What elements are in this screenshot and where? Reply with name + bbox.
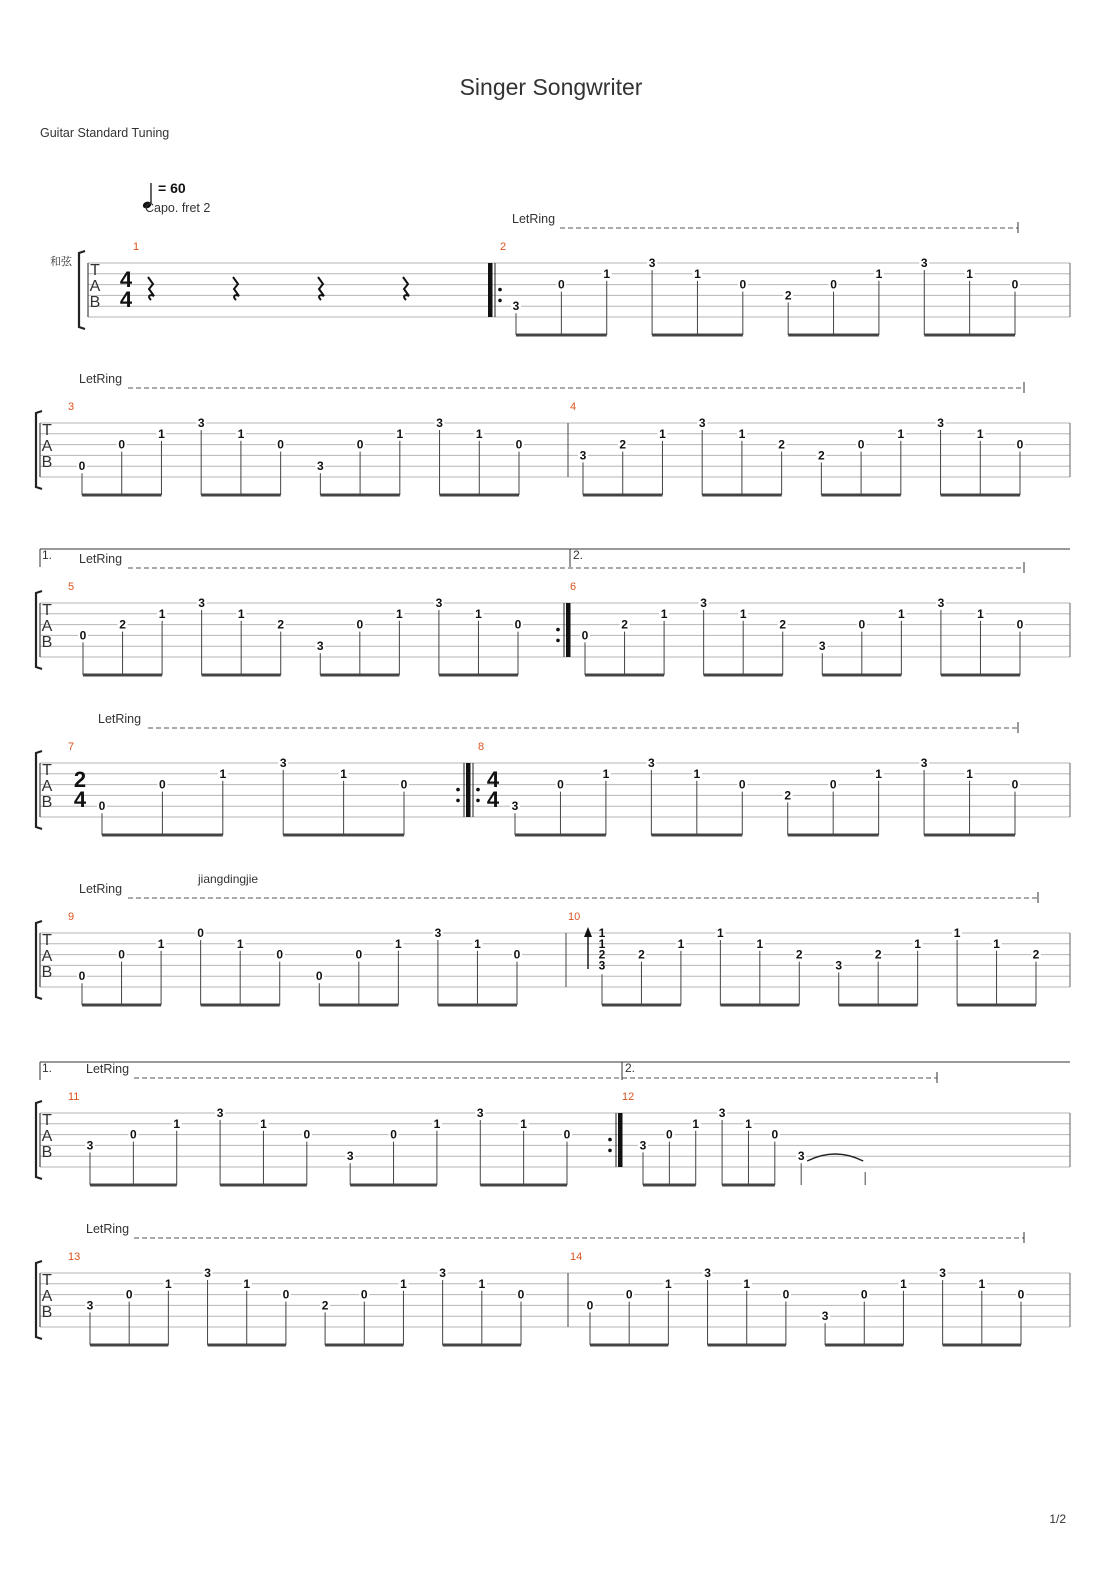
fret-number: 1	[173, 1116, 181, 1131]
fret-number: 1	[237, 606, 245, 621]
quarter-rest-icon	[233, 277, 239, 300]
measure	[478, 741, 1020, 835]
fret-number: 3	[436, 416, 443, 430]
fret-number: 3	[920, 756, 928, 770]
fret-number: 1	[966, 266, 973, 281]
fret-number: 1	[660, 606, 668, 621]
fret-number: 1	[977, 606, 984, 621]
fret-number: 0	[125, 1287, 133, 1302]
fret-number: 1	[677, 936, 685, 951]
fret-number: 3	[818, 639, 826, 654]
fret-number: 3	[718, 1106, 726, 1120]
fret-number: 3	[279, 756, 287, 770]
fret-number: 1	[693, 766, 701, 781]
tie-arc	[807, 1154, 863, 1161]
fret-number: 0	[277, 437, 284, 452]
fret-number: 3	[698, 416, 706, 430]
fret-number: 3	[937, 416, 944, 430]
fret-number: 0	[739, 277, 747, 292]
fret-number: 2	[784, 288, 792, 303]
fret-number: 1	[692, 1116, 700, 1131]
tab-clef-letter: A	[41, 1128, 53, 1145]
time-signature-bottom: 4	[119, 287, 133, 312]
fret-number: 1	[340, 766, 347, 781]
tab-clef-letter: T	[42, 932, 52, 949]
fret-number: 0	[130, 1127, 137, 1142]
fret-number: 1	[474, 936, 481, 951]
fret-number: 1	[243, 1276, 251, 1291]
fret-number: 0	[1017, 1287, 1025, 1302]
measure-number: 4	[570, 401, 577, 413]
annotation-text: jiangdingjie	[198, 872, 259, 886]
measure	[570, 401, 1025, 495]
tab-clef-letter: B	[89, 294, 101, 311]
volta-1-label: 1.	[42, 548, 53, 562]
repeat-dot	[556, 639, 560, 643]
system-bracket	[79, 251, 85, 329]
fret-number: 1	[602, 766, 610, 781]
capo-label: Capo. fret 2	[145, 201, 211, 215]
fret-number: 1	[900, 1276, 907, 1291]
let-ring-label: LetRing	[512, 212, 556, 226]
time-signature-top: 2	[73, 767, 87, 792]
fret-number: 0	[830, 277, 837, 292]
fret-number: 1	[475, 426, 483, 441]
fret-number: 0	[78, 459, 86, 474]
fret-number: 3	[512, 299, 520, 314]
fret-number: 3	[317, 459, 324, 474]
fret-number: 2	[119, 617, 126, 632]
measure	[570, 581, 1025, 675]
fret-number: 0	[197, 926, 204, 940]
staff-system	[36, 712, 1070, 835]
fret-number: 0	[782, 1287, 790, 1302]
fret-number: 0	[738, 777, 746, 792]
fret-number: 3	[204, 1266, 211, 1280]
chord-fret-number: 2	[598, 947, 606, 962]
tab-clef-letter: A	[89, 278, 101, 295]
fret-number: 3	[939, 1266, 946, 1280]
fret-number: 1	[433, 1116, 441, 1131]
time-signature-top: 4	[486, 767, 500, 792]
fret-number: 0	[118, 947, 125, 962]
fret-number: 1	[395, 936, 402, 951]
fret-number: 3	[216, 1106, 224, 1120]
let-ring-label: LetRing	[98, 712, 142, 726]
measure	[68, 581, 523, 675]
chord-fret-number: 1	[598, 936, 606, 951]
measure	[622, 1091, 865, 1185]
measure-number: 7	[68, 741, 75, 753]
fret-number: 3	[86, 1298, 94, 1313]
fret-number: 1	[717, 926, 724, 940]
fret-number: 3	[86, 1138, 94, 1153]
staff-system	[36, 1061, 1070, 1185]
measure-number: 2	[500, 241, 507, 253]
measure-number: 6	[570, 581, 577, 593]
fret-number: 2	[795, 947, 803, 962]
fret-number: 1	[743, 1276, 751, 1291]
tuning-label: Guitar Standard Tuning	[40, 126, 170, 140]
fret-number: 1	[756, 936, 764, 951]
staff-system	[36, 548, 1070, 675]
fret-number: 0	[558, 277, 565, 292]
fret-number: 3	[198, 596, 205, 610]
measure-number: 3	[68, 401, 75, 413]
repeat-dot	[498, 299, 502, 303]
fret-number: 3	[704, 1266, 711, 1280]
repeat-dot	[498, 288, 502, 292]
fret-number: 0	[78, 969, 86, 984]
repeat-dot	[476, 788, 480, 792]
fret-number: 1	[875, 766, 882, 781]
tab-clef-letter: A	[41, 778, 53, 795]
fret-number: 1	[396, 426, 404, 441]
let-ring-label: LetRing	[86, 1062, 130, 1076]
fret-number: 0	[858, 617, 866, 632]
time-signature-top: 4	[119, 267, 133, 292]
staff-system	[36, 1222, 1070, 1345]
fret-number: 1	[219, 766, 227, 781]
fret-number: 1	[396, 606, 403, 621]
fret-number: 3	[700, 596, 707, 610]
song-title: Singer Songwriter	[459, 74, 643, 100]
fret-number: 3	[476, 1106, 484, 1120]
measure	[120, 241, 409, 312]
fret-number: 3	[434, 926, 442, 940]
systems	[36, 212, 1070, 1345]
tab-clef-letter: B	[41, 1144, 53, 1161]
fret-number: 0	[159, 777, 166, 792]
measure-number: 12	[622, 1091, 635, 1103]
fret-number: 3	[316, 639, 324, 654]
repeat-dot	[556, 628, 560, 632]
measure	[568, 911, 1041, 1005]
staff-system	[36, 372, 1070, 495]
measure	[500, 241, 1020, 335]
measure	[68, 1091, 572, 1185]
fret-number: 1	[475, 606, 482, 621]
fret-number: 1	[520, 1116, 527, 1131]
fret-number: 1	[478, 1276, 486, 1291]
tab-clef-letter: B	[41, 454, 53, 471]
fret-number: 0	[98, 799, 106, 814]
arpeggio-arrow-icon	[584, 927, 592, 937]
fret-number: 2	[784, 788, 792, 803]
measure	[68, 911, 522, 1005]
fret-number: 1	[659, 426, 666, 441]
staff-system	[79, 212, 1070, 335]
repeat-thick-bar	[488, 263, 493, 317]
tab-clef-letter: A	[41, 618, 53, 635]
fret-number: 3	[579, 448, 587, 463]
fret-number: 0	[666, 1127, 673, 1142]
fret-number: 1	[897, 426, 905, 441]
repeat-dot	[608, 1138, 612, 1142]
fret-number: 0	[356, 437, 364, 452]
tab-clef-letter: T	[42, 762, 52, 779]
fret-number: 1	[665, 1276, 672, 1291]
fret-number: 0	[829, 777, 837, 792]
fret-number: 1	[976, 426, 984, 441]
fret-number: 2	[779, 617, 787, 632]
quarter-rest-icon	[148, 277, 154, 300]
measure-number: 14	[570, 1251, 583, 1263]
measure-number: 1	[133, 241, 140, 253]
tab-clef-letter: A	[41, 438, 53, 455]
tempo-value: = 60	[158, 180, 186, 196]
fret-number: 1	[157, 936, 165, 951]
fret-number: 0	[400, 777, 408, 792]
tab-clef-letter: T	[42, 602, 52, 619]
fret-number: 3	[639, 1138, 647, 1153]
repeat-dot	[456, 788, 460, 792]
fret-number: 0	[563, 1127, 571, 1142]
fret-number: 0	[1011, 277, 1019, 292]
fret-number: 1	[400, 1276, 407, 1291]
fret-number: 2	[638, 947, 645, 962]
fret-number: 0	[515, 437, 523, 452]
page-number: 1/2	[1049, 1512, 1066, 1526]
fret-number: 0	[303, 1127, 311, 1142]
fret-number: 2	[277, 617, 285, 632]
fret-number: 1	[738, 426, 746, 441]
tab-clef-letter: T	[42, 1112, 52, 1129]
fret-number: 0	[360, 1287, 368, 1302]
tab-clef-letter: B	[41, 1304, 53, 1321]
volta-1-label: 1.	[42, 1061, 53, 1075]
tab-clef-letter: B	[41, 794, 53, 811]
fret-number: 3	[920, 256, 928, 270]
quarter-rest-icon	[403, 277, 409, 300]
fret-number: 0	[315, 969, 323, 984]
tab-clef-letter: A	[41, 1288, 53, 1305]
let-ring-label: LetRing	[79, 882, 123, 896]
measure-number: 9	[68, 911, 75, 923]
fret-number: 1	[914, 936, 921, 951]
measure-number: 5	[68, 581, 75, 593]
fret-number: 0	[356, 617, 364, 632]
fret-number: 0	[625, 1287, 633, 1302]
fret-number: 0	[1016, 437, 1024, 452]
let-ring-label: LetRing	[79, 372, 123, 386]
measure	[68, 401, 524, 495]
fret-number: 3	[648, 256, 656, 270]
repeat-dot	[608, 1149, 612, 1153]
tab-clef-letter: T	[90, 262, 100, 279]
fret-number: 0	[517, 1287, 525, 1302]
fret-number: 1	[739, 606, 747, 621]
measure-number: 11	[68, 1091, 80, 1103]
repeat-thick-bar	[618, 1113, 623, 1167]
fret-number: 3	[439, 1266, 446, 1280]
fret-number: 1	[260, 1116, 267, 1131]
fret-number: 0	[282, 1287, 290, 1302]
time-signature-bottom: 4	[486, 787, 500, 812]
fret-number: 1	[978, 1276, 986, 1291]
fret-number: 1	[875, 266, 883, 281]
fret-number: 0	[1016, 617, 1024, 632]
let-ring-label: LetRing	[86, 1222, 130, 1236]
tab-clef-letter: T	[42, 422, 52, 439]
fret-number: 2	[874, 947, 882, 962]
fret-number: 1	[966, 766, 973, 781]
fret-number: 2	[818, 448, 825, 463]
staff-system	[36, 872, 1070, 1005]
measure-number: 13	[68, 1251, 81, 1263]
fret-number: 3	[937, 596, 945, 610]
fret-number: 2	[621, 617, 628, 632]
instrument-label: 和弦	[50, 256, 72, 268]
tab-clef-letter: B	[41, 634, 53, 651]
fret-number: 0	[581, 628, 589, 643]
let-ring-label: LetRing	[79, 552, 123, 566]
fret-number: 0	[860, 1287, 868, 1302]
fret-number: 1	[898, 606, 905, 621]
repeat-dot	[476, 799, 480, 803]
fret-number: 3	[346, 1149, 354, 1164]
fret-number: 1	[993, 936, 1000, 951]
fret-number: 0	[1011, 777, 1019, 792]
fret-number: 1	[165, 1276, 172, 1291]
repeat-thick-bar	[466, 763, 471, 817]
measure-number: 8	[478, 741, 485, 753]
fret-number: 1	[694, 266, 701, 281]
tab-clef-letter: A	[41, 948, 53, 965]
fret-number: 0	[586, 1298, 594, 1313]
fret-number: 1	[158, 606, 166, 621]
measure	[570, 1251, 1026, 1345]
fret-number: 2	[619, 437, 627, 452]
fret-number: 0	[355, 947, 363, 962]
fret-number: 0	[276, 947, 284, 962]
fret-number: 3	[648, 756, 655, 770]
fret-number: 1	[236, 936, 244, 951]
fret-number: 1	[953, 926, 961, 940]
tab-clef-letter: B	[41, 964, 53, 981]
fret-number: 3	[797, 1149, 805, 1164]
chord-fret-number: 3	[598, 958, 606, 973]
fret-number: 1	[237, 426, 245, 441]
repeat-dot	[456, 799, 460, 803]
time-signature-bottom: 4	[73, 787, 87, 812]
fret-number: 0	[514, 617, 522, 632]
fret-number: 3	[835, 958, 843, 973]
fret-number: 3	[435, 596, 443, 610]
fret-number: 1	[158, 426, 165, 441]
fret-number: 2	[1032, 947, 1040, 962]
fret-number: 2	[778, 437, 785, 452]
measure	[68, 1251, 526, 1345]
volta-2-label: 2.	[573, 548, 584, 562]
measure-number: 10	[568, 911, 581, 923]
repeat-thick-bar	[566, 603, 571, 657]
fret-number: 1	[603, 266, 611, 281]
fret-number: 3	[511, 799, 519, 814]
fret-number: 0	[79, 628, 87, 643]
measure	[68, 741, 409, 835]
fret-number: 3	[197, 416, 205, 430]
fret-number: 0	[390, 1127, 397, 1142]
quarter-rest-icon	[318, 277, 324, 300]
fret-number: 0	[857, 437, 865, 452]
fret-number: 2	[321, 1298, 329, 1313]
fret-number: 1	[745, 1116, 752, 1131]
tab-clef-letter: T	[42, 1272, 52, 1289]
fret-number: 0	[118, 437, 126, 452]
fret-number: 3	[821, 1309, 829, 1324]
fret-number: 0	[513, 947, 521, 962]
fret-number: 0	[557, 777, 564, 792]
chord-fret-number: 1	[598, 926, 606, 940]
fret-number: 0	[771, 1127, 779, 1142]
volta-2-label: 2.	[625, 1061, 636, 1075]
